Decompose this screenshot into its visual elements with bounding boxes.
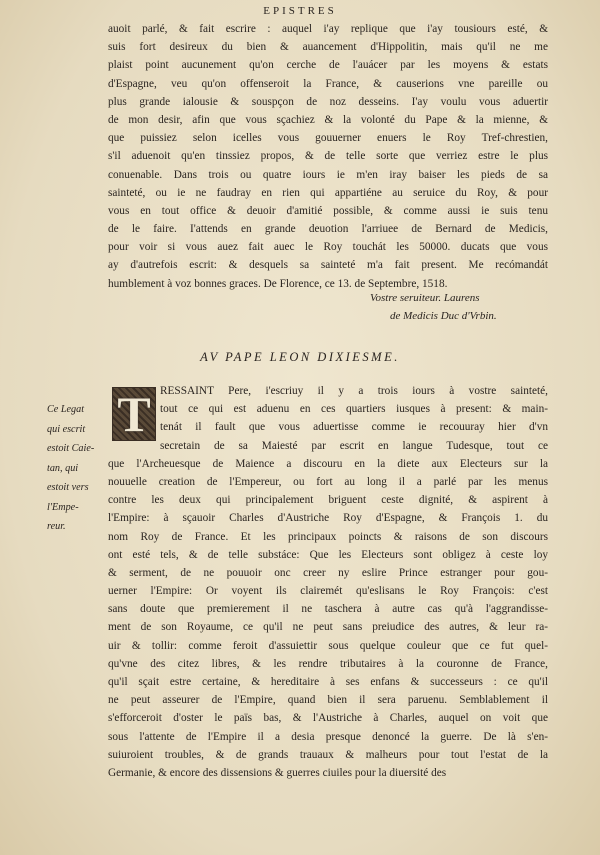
text-line: ont esté tels, & de telle substáce: Que les Electeurs sont obligez à ceste loy [108, 548, 548, 561]
text-line: ay d'autrefois escrit: & desquels sa sainteté m'a fait present. Me recómandát [108, 259, 548, 272]
text-line: que puissiez selon icelles vous gouuerner enuers le Roy Tref-chrestien, [108, 132, 548, 145]
text-line: vous en tout office & deuoir d'amitié possible, & comme aussi ie suis tenu [108, 204, 548, 217]
drop-initial-letter: T [117, 386, 151, 442]
margin-note-line: tan, qui [47, 462, 79, 474]
text-line: humblement à voz bonnes graces. De Florence, ce 13. de Septembre, 1518. [108, 277, 448, 290]
letter-1-body [108, 20, 548, 293]
text-line: uir & tollir: comme feroit d'assuiettir sous quelque couleur que ce fut quel- [108, 639, 548, 652]
text-line: secretain de sa Maiesté par escrit en langue Tudesque, tout ce [160, 439, 548, 452]
text-line: suis fort desireux du bien & auancement d'Hippolitin, mais qu'il ne me [108, 41, 548, 54]
text-line: RESSAINT Pere, i'escriuy il y a trois iours à vostre sainteté, [160, 385, 548, 397]
text-line: sainteté, ou ie ne faudray en rien qui appartiéne au seruice du Roy, & pour [108, 186, 548, 199]
letter-2-body [108, 382, 548, 782]
text-line: & serment, de ne pouuoir onc creer ny eslire Prince estranger pour gou- [108, 566, 548, 579]
margin-note-line: estoit Caie- [47, 443, 95, 454]
text-line: l'Empire: à sçauoir Charles d'Austriche Roy d'Espagne, & François 1. du [108, 512, 548, 525]
signature-line-2: de Medicis Duc d'Vrbin. [390, 310, 497, 322]
text-line: sous l'attente de l'Empire il a desia presque denoncé la guerre. De là s'en- [108, 730, 548, 743]
text-line: que l'Archeuesque de Maience a discouru en la diete aux Electeurs sur la [108, 457, 548, 470]
text-line: de le faire. I'attends en grande deuotion l'arriuee de Bernard de Medicis, [108, 223, 548, 236]
text-line: suiuroient troubles, & de grands trauaux & malheurs pour tout l'estat de la [108, 748, 548, 761]
text-line: ment de son Royaume, ce qu'il ne peut sans preiudice des autres, & leur ra- [108, 621, 548, 634]
text-line: qu'vne des citez libres, & les rendre tributaires à la couronne de France, [108, 657, 548, 670]
text-line: uerner l'Empire: Or voyent ils clairemét qu'eslisans le Roy François: c'est [108, 585, 548, 598]
margin-note-line: qui escrit [47, 423, 86, 435]
margin-note-line: reur. [47, 521, 66, 532]
signature-line-1: Vostre seruiteur. Laurens [370, 292, 480, 304]
margin-note-line: estoit vers [47, 482, 89, 493]
text-line: tenát il fault que vous aduertisse comme ie recouuray hier d'vn [160, 421, 548, 434]
text-line: contre les deux qui principalement briguent ceste dignité, & aspirent à [108, 494, 548, 507]
text-line: conuenable. Dans trois ou quatre iours ie m'en iray baiser les pieds de sa [108, 168, 548, 181]
text-line: s'efforceroit d'oster le païs bas, & l'Austriche à Charles, auquel on voit que [108, 712, 548, 725]
text-line: Germanie, & encore des dissensions & guerres ciuiles pour la diuersité des [108, 766, 447, 779]
text-line: de mon desir, afin que vous sçachiez & la volonté du Pape & la mienne, & [108, 113, 548, 126]
text-line: pour voir si vous auez fait auec le Roy touchát les 50000. ducats que vous [108, 241, 548, 254]
text-line: s'il aduenoit qu'en tinssiez propos, & de telle sorte que verriez estre le plus [108, 150, 548, 163]
margin-note-line: Ce Legat [47, 404, 85, 415]
margin-note-line: l'Empe- [47, 501, 79, 513]
text-line: qu'il sçait estre certaine, & hereditaire à ses enfans & successeurs : ce qu'il [108, 676, 548, 688]
text-line: sans doute que premierement il ne taschera à autre cas qu'à l'aggrandisse- [108, 603, 548, 616]
text-line: plaist point aucunement qu'on cerche de l'auácer par les moyens & estats [108, 59, 548, 72]
text-line: d'Espagne, veu qu'on offenseroit la France, & causerions vne pareille ou [108, 77, 548, 90]
text-line: ne peut asseurer de l'Empire, quand bien il sera paruenu. Semblablement il [108, 694, 548, 707]
text-line: tout ce qui est aduenu en ces quartiers iusques à present: & main- [160, 403, 548, 416]
running-head: EPISTRES [263, 5, 337, 17]
text-line: plus grande ialousie & souspçon de noz desseins. I'ay voulu vous aduertir [108, 95, 548, 108]
text-line: nouuelle creation de l'Empereur, ou fort au long il a parlé par les menus [108, 475, 548, 488]
text-line: auoit parlé, & fait escrire : auquel i'ay replique que i'ay tousiours esté, & [108, 23, 548, 35]
letter-heading: AV PAPE LEON DIXIESME. [200, 350, 400, 364]
text-line: nom Roy de France. Et les principaux poincts & raisons de son discours [108, 530, 548, 543]
margin-note [47, 400, 105, 537]
